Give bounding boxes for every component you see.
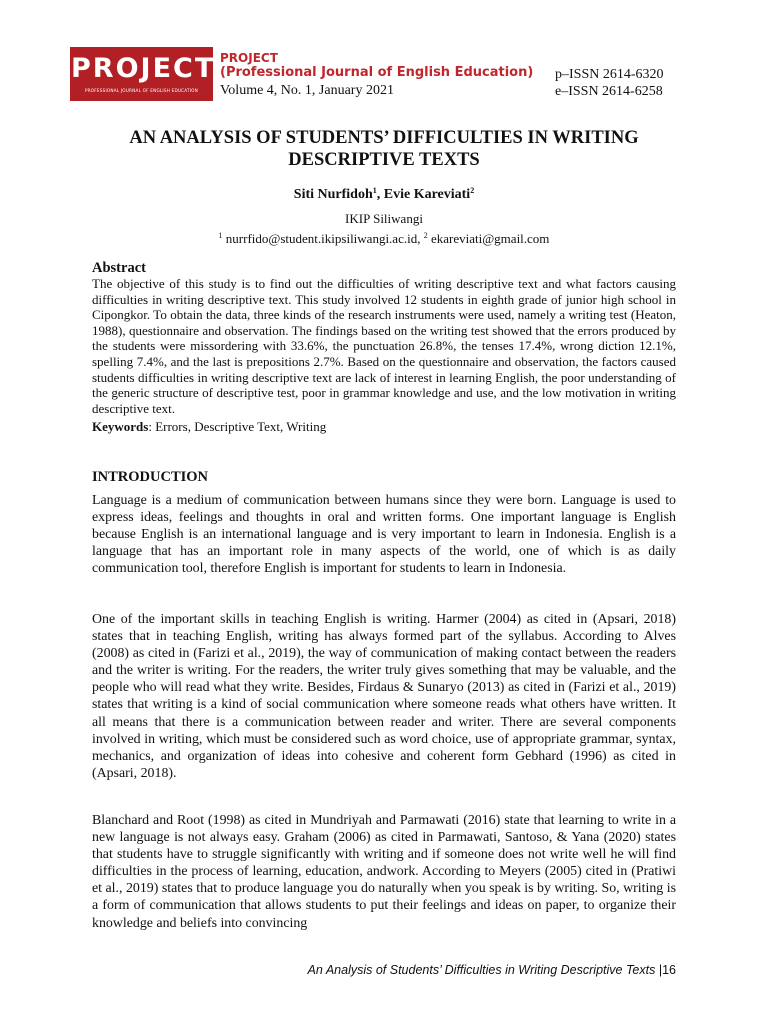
footer-separator: | — [655, 963, 663, 977]
keywords — [92, 419, 326, 435]
issn-block — [555, 66, 664, 100]
abstract-text: The objective of this study is to find out the difficulties of writing descriptive text and what factors causing difficulties in writing descriptive text. This study involved 12 students in eighth grade of junior high school in Cipongkor. To obtain the data, three kinds of the research instruments were used, namely a writing test (Heaton, 1988), questionnaire and observation. The findings based on the writing test showed that the errors produced by the students were missordering with 33.6%, the punctuation 26.8%, the tenses 17.4%, wrong diction 12.1%, spelling 7.4%, and the last is prepositions 2.7%. Based on the questionnaire and observation, the factors caused students difficulties in writing descriptive text are lack of interest in learning English, the poor understanding of the generic structure of descriptive test, poor in grammar knowledge and use, and the low motivation in writing descriptive text. — [92, 276, 676, 416]
page-footer — [308, 963, 676, 977]
journal-info — [220, 51, 533, 99]
body-paragraph: Language is a medium of communication between humans since they were born. Language is used to express ideas, feelings and thoughts in oral and written forms. One important language is English because English is an international language and is very important to learn in Indonesia. English is a language that has an important role in many aspects of the world, one of which is as daily communication tool, therefore English is important for students to learn in Indonesia. — [92, 493, 676, 577]
logo-wordmark: PROJECT — [71, 53, 216, 84]
keywords-label: Keywords — [92, 419, 149, 434]
author-list — [60, 186, 708, 203]
body-paragraph: One of the important skills in teaching English is writing. Harmer (2004) as cited in (Apsari, 2018) states that in teaching English, writing has always formed part of the syllabus. According to Alves (2008) as cited in (Farizi et al., 2019), the way of communication of making contact between the readers and the writer is writing. For the readers, the writer truly gives something that may be valuable, and the people who will read what they write. Besides, Firdaus & Sunaryo (2013) as cited in (Farizi et al., 2019) states that writing is a kind of social communication where someone reads what others have written. It all means that there is a communication between reader and writer. There are several components involved in writing, which must be considered such as word choice, use of appropriate grammar, syntax, mechanics, and organization of ideas into cohesive and coherent form Gebhard (1996) as cited in (Apsari, 2018). — [92, 612, 676, 781]
keywords-list: : Errors, Descriptive Text, Writing — [148, 419, 327, 434]
article-title-line-2: DESCRIPTIVE TEXTS — [288, 150, 480, 170]
section-heading-introduction: INTRODUCTION — [92, 469, 209, 485]
p-issn: p–ISSN 2614-6320 — [555, 67, 664, 82]
e-issn: e–ISSN 2614-6258 — [555, 84, 663, 99]
institution: IKIP Siliwangi — [345, 211, 423, 226]
article-title-line-1: AN ANALYSIS OF STUDENTS’ DIFFICULTIES IN WRITING — [129, 128, 639, 148]
body-paragraph: Blanchard and Root (1998) as cited in Mundriyah and Parmawati (2016) state that learning to write in a new language is not always easy. Graham (2006) as cited in Parmawati, Santoso, & Yana (2020) states that students have to struggle significantly with writing and if someone does not write well he will find difficulties in the process of learning, education, andwork. According to Meyers (2005) cited in (Pratiwi et al., 2019) states that to produce language you do naturally when you speak is by writing. So, writing is a form of communication that allows students to put their feelings and ideas on paper, to organize their knowledge and beliefs into convincing — [92, 813, 676, 931]
email-mark: 2 — [423, 231, 428, 240]
author-separator: , — [376, 187, 384, 202]
author-email: nurrfido@student.ikipsiliwangi.ac.id, — [222, 231, 424, 246]
author-email: ekareviati@gmail.com — [427, 231, 550, 246]
author-affiliation-mark: 1 — [372, 186, 377, 195]
running-title: An Analysis of Students’ Difficulties in Writing Descriptive Texts — [307, 963, 656, 977]
affiliation — [60, 210, 708, 247]
journal-volume: Volume 4, No. 1, January 2021 — [220, 83, 394, 98]
page-number: 16 — [662, 963, 676, 977]
logo-subtitle: PROFESSIONAL JOURNAL OF ENGLISH EDUCATION — [84, 88, 199, 93]
abstract-heading: Abstract — [92, 260, 146, 276]
journal-logo — [70, 47, 216, 101]
author-emails — [60, 227, 708, 247]
journal-name: PROJECT — [220, 51, 278, 65]
author-name: Evie Kareviati — [383, 187, 471, 202]
journal-full-name: (Professional Journal of English Education) — [220, 65, 534, 80]
article-title — [60, 127, 708, 171]
author-affiliation-mark: 2 — [470, 186, 475, 195]
email-mark: 1 — [218, 231, 223, 240]
author-name: Siti Nurfidoh — [293, 187, 373, 202]
